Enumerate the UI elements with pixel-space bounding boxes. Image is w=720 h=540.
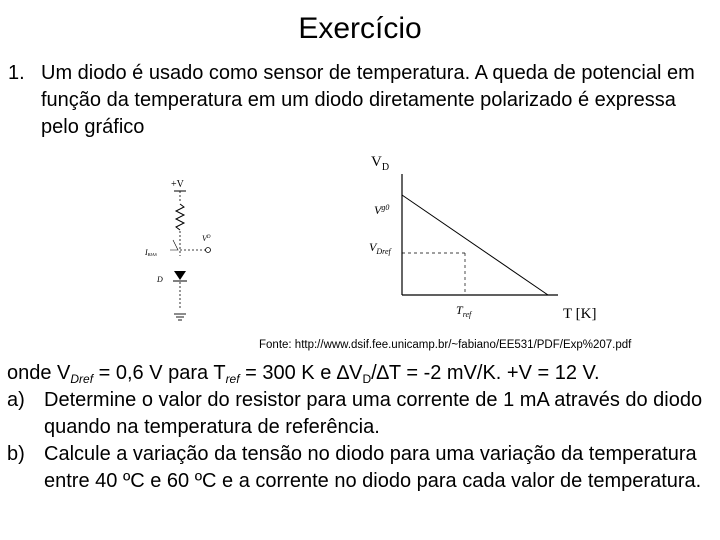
output-terminal [206, 248, 211, 253]
item-text: Calcule a variação da tensão no diodo para uma variação da temperatura entre 40 ºC e 60 ºC e a corrente no diodo para cada valor de temperatura. [44, 443, 702, 492]
vd-line [402, 195, 548, 295]
vdref-label: $V_{Dref}$ [369, 240, 391, 256]
vd-label: $V^D$ [202, 234, 211, 243]
diode-label: D [157, 275, 163, 284]
bias-arrow [170, 240, 178, 250]
page-title: Exercício [298, 12, 422, 45]
circuit-diagram [140, 170, 230, 330]
x-axis-label: T [K] [563, 306, 597, 322]
question-1 [8, 60, 708, 141]
y-axis-label: $V_D$ [371, 154, 390, 173]
item-label: a) [7, 389, 25, 411]
diode-symbol [174, 271, 186, 280]
tref-label: $T_{ref}$ [456, 303, 472, 319]
source-caption: Fonte: http://www.dsif.fee.unicamp.br/~fabiano/EE531/PDF/Exp%207.pdf [259, 339, 632, 351]
item-a [7, 387, 717, 441]
bias-label: IBIAS [145, 248, 157, 257]
item-text: Determine o valor do resistor para uma corrente de 1 mA através do diodo quando na temperatura de referência. [44, 389, 703, 438]
question-text: Um diodo é usado como sensor de temperatura. A queda de potencial em função da temperatura em um diodo diretamente polarizado é expressa pelo gráfico [41, 62, 695, 138]
supply-label: +V [171, 179, 184, 190]
given-values: onde $V_{Dref} = 0,6$ V para $T_{ref} = 300$ K e $\Delta V_D/\Delta T = -2$ mV/K. +V = 12 V. [7, 362, 600, 386]
question-number: 1. [8, 62, 25, 84]
resistor [176, 204, 184, 230]
vd-vs-t-graph [360, 148, 610, 328]
item-label: b) [7, 443, 25, 465]
vg0-label: $V^{g0}$ [374, 203, 390, 217]
item-b [7, 441, 717, 495]
question-details [7, 360, 717, 495]
